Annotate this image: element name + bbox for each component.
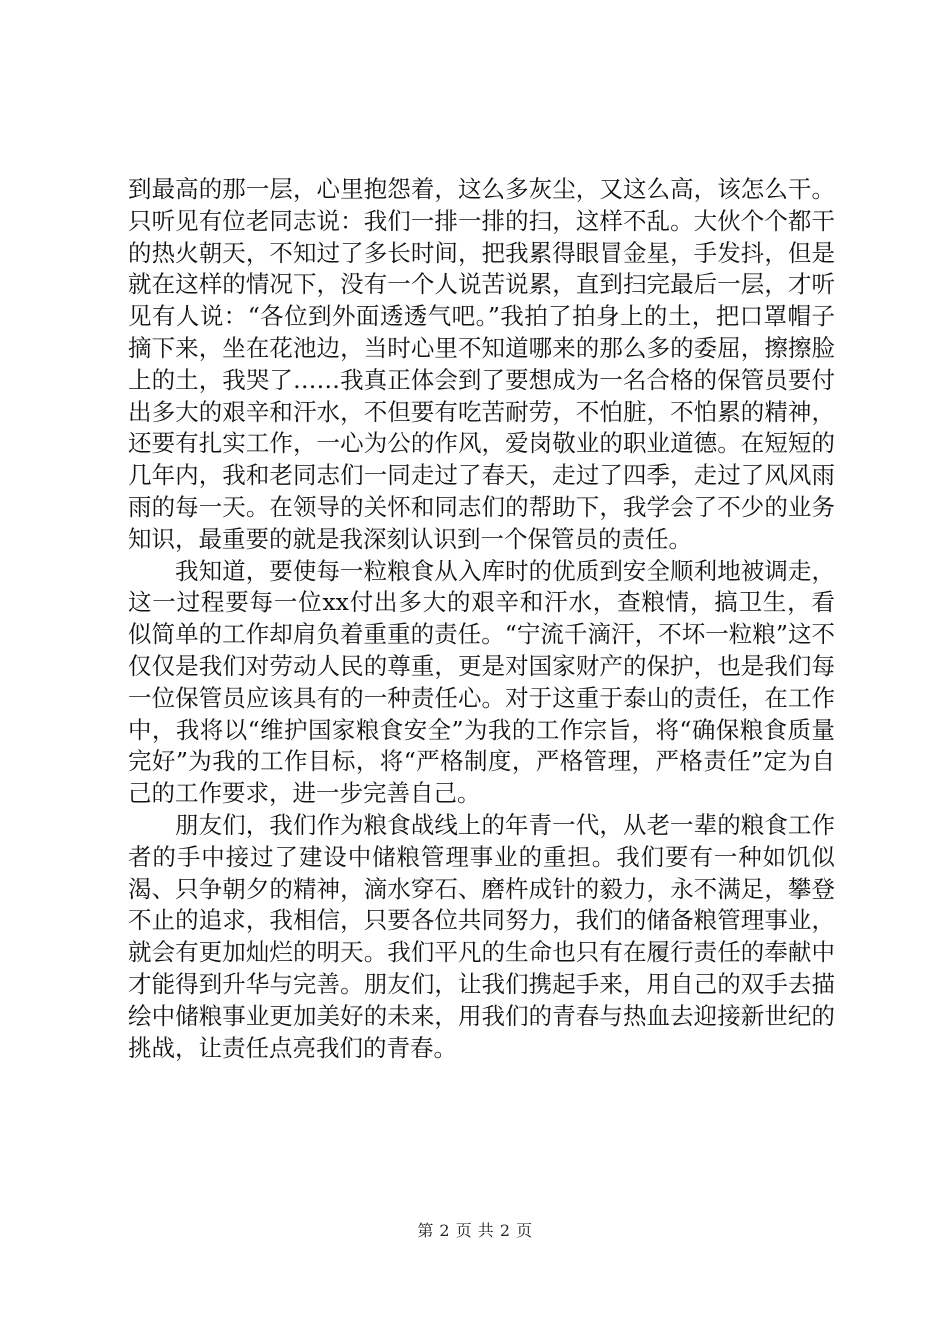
- paragraph-3: 朋友们，我们作为粮食战线上的年青一代，从老一辈的粮食工作者的手中接过了建设中储粮管理事业的重担。我们要有一种如饥似渴、只争朝夕的精神，滴水穿石、磨杵成针的毅力，永不满足，攀登不止的追求，我相信，只要各位共同努力，我们的储备粮管理事业，就会有更加灿烂的明天。我们平凡的生命也只有在履行责任的奉献中才能得到升华与完善。朋友们，让我们携起手来，用自己的双手去描绘中储粮事业更加美好的未来，用我们的青春与热血去迎接新世纪的挑战，让责任点亮我们的青春。: [128, 810, 835, 1062]
- paragraph-1: 到最高的那一层，心里抱怨着，这么多灰尘，又这么高，该怎么干。只听见有位老同志说：我们一排一排的扫，这样不乱。大伙个个都干的热火朝天，不知过了多长时间，把我累得眼冒金星，手发抖，但是就在这样的情况下，没有一个人说苦说累，直到扫完最后一层，才听见有人说：“各位到外面透透气吧。”我拍了拍身上的土，把口罩帽子摘下来，坐在花池边，当时心里不知道哪来的那么多的委屈，擦擦脸上的土，我哭了……我真正体会到了要想成为一名合格的保管员要付出多大的艰辛和汗水，不但要有吃苦耐劳，不怕脏，不怕累的精神，还要有扎实工作，一心为公的作风，爱岗敬业的职业道德。在短短的几年内，我和老同志们一同走过了春天，走过了四季，走过了风风雨雨的每一天。在领导的关怀和同志们的帮助下，我学会了不少的业务知识，最重要的就是我深刻认识到一个保管员的责任。: [128, 175, 835, 553]
- paragraph-2: 我知道，要使每一粒粮食从入库时的优质到安全顺利地被调走，这一过程要每一位xx付出多大的艰辛和汗水，查粮情，搞卫生，看似简单的工作却肩负着重重的责任。“宁流千滴汗，不坏一粒粮”这不仅仅是我们对劳动人民的尊重，更是对国家财产的保护，也是我们每一位保管员应该具有的一种责任心。对于这重于泰山的责任，在工作中，我将以“维护国家粮食安全”为我的工作宗旨，将“确保粮食质量完好”为我的工作目标，将“严格制度，严格管理，严格责任”定为自己的工作要求，进一步完善自己。: [128, 556, 835, 808]
- page-footer: 第 2 页 共 2 页: [417, 1221, 533, 1240]
- document-body: [128, 174, 835, 1064]
